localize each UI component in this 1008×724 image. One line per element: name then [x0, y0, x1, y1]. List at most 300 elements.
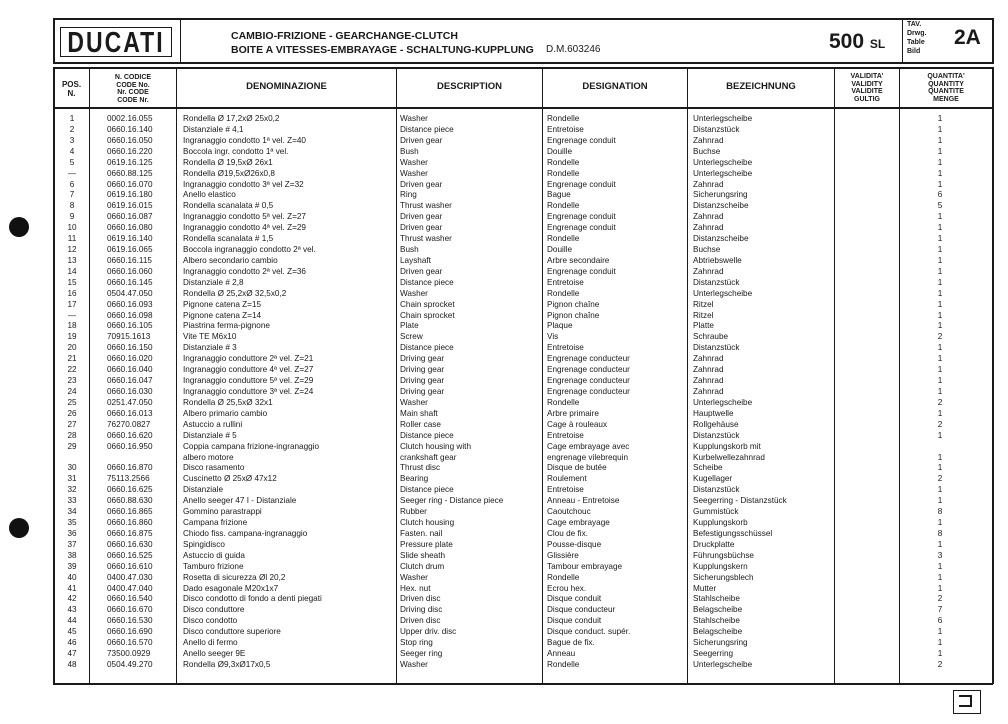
row-pos: 29 — [67, 441, 77, 451]
row-bezeichnung: Ritzel — [693, 310, 714, 320]
row-description: Driven gear — [400, 212, 443, 222]
row-pos: 23 — [67, 376, 77, 386]
row-quantity: 1 — [937, 245, 943, 255]
row-code: 0660.16.625 — [107, 485, 153, 495]
row-quantity: 1 — [937, 539, 943, 549]
row-denominazione: Rosetta di sicurezza Øl 20,2 — [183, 572, 286, 582]
table-row — [0, 474, 1008, 485]
row-denominazione: Ingranaggio condotto 2ª vel. Z=36 — [183, 266, 306, 276]
row-denominazione: Gommino parastrappi — [183, 507, 262, 517]
row-bezeichnung: Distanzstück — [693, 124, 740, 134]
row-designation: Engrenage conducteur — [547, 376, 630, 386]
row-description: Clutch drum — [400, 561, 445, 571]
table-header-rule — [53, 107, 993, 109]
row-pos: 43 — [67, 605, 77, 615]
row-bezeichnung: Zahnrad — [693, 179, 724, 189]
row-denominazione: Piastrina ferma-pignone — [183, 321, 270, 331]
table-row — [0, 420, 1008, 431]
row-quantity: 1 — [937, 518, 943, 528]
table-row — [0, 442, 1008, 453]
row-designation: Disque conduit — [547, 616, 602, 626]
row-denominazione: Dado esagonale M20x1x7 — [183, 583, 279, 593]
table-row — [0, 529, 1008, 540]
row-quantity: 1 — [937, 485, 943, 495]
row-bezeichnung: Zahnrad — [693, 135, 724, 145]
row-code: 0400.47.030 — [107, 572, 153, 582]
col-header-description: DESCRIPTION — [437, 81, 502, 92]
row-quantity: 1 — [937, 146, 943, 156]
row-bezeichnung: Kugellager — [693, 474, 733, 484]
row-denominazione: Pignone catena Z=14 — [183, 310, 262, 320]
row-bezeichnung: Kupplungskern — [693, 561, 748, 571]
row-bezeichnung: Distanzscheibe — [693, 234, 749, 244]
row-designation: Entretoise — [547, 485, 584, 495]
row-denominazione: Coppia campana frizione-ingranaggio — [183, 441, 320, 451]
table-row — [0, 605, 1008, 616]
row-code: 0660.16.540 — [107, 594, 153, 604]
row-denominazione: Astuccio a rullini — [183, 419, 243, 429]
table-row — [0, 245, 1008, 256]
row-denominazione: Ingranaggio conduttore 3ª vel. Z=24 — [183, 387, 314, 396]
row-description: Pressure plate — [400, 539, 453, 549]
table-row — [0, 365, 1008, 376]
table-row — [0, 431, 1008, 442]
row-quantity: 5 — [937, 201, 943, 211]
table-top-rule — [53, 67, 993, 69]
row-designation: Pignon chaîne — [547, 299, 600, 309]
row-quantity: 1 — [937, 266, 943, 276]
row-designation: Ecrou hex. — [547, 583, 587, 593]
row-code: 0660.16.610 — [107, 561, 153, 571]
row-denominazione: Disco condotto di fondo a denti piegati — [183, 594, 322, 604]
row-bezeichnung: Kupplungskorb — [693, 518, 748, 528]
drwg-label: Drwg. — [907, 30, 927, 37]
table-row — [0, 453, 1008, 464]
row-code: 0660.16.865 — [107, 507, 153, 517]
header-right-rule — [992, 18, 994, 64]
row-denominazione: Rondella Ø19,5xØ26x0,8 — [183, 168, 275, 178]
table-row — [0, 551, 1008, 562]
row-pos: 22 — [67, 365, 77, 375]
row-pos: 14 — [67, 266, 77, 276]
row-pos: 11 — [67, 234, 77, 244]
row-denominazione: Distanziale — [183, 485, 224, 495]
row-designation: Douille — [547, 146, 573, 156]
row-pos: 2 — [69, 124, 75, 134]
row-pos: 24 — [67, 387, 77, 396]
row-designation: Anneau — [547, 649, 576, 659]
row-code: 76270.0827 — [107, 419, 151, 429]
row-bezeichnung: Scheibe — [693, 463, 723, 473]
tav-label: TAV. — [907, 21, 922, 28]
row-quantity: 1 — [937, 179, 943, 189]
row-pos: 5 — [69, 157, 75, 167]
row-pos: 17 — [67, 299, 77, 309]
row-quantity: 1 — [937, 430, 943, 440]
row-pos: 36 — [67, 528, 77, 538]
row-quantity: 2 — [937, 474, 943, 484]
table-row — [0, 649, 1008, 660]
row-code: 75113.2566 — [107, 474, 150, 484]
row-denominazione: Ingranaggio condotto 3ª vel Z=32 — [183, 179, 304, 189]
row-bezeichnung: Sicherungsblech — [693, 572, 754, 582]
table-row — [0, 660, 1008, 671]
row-designation: Disque de butée — [547, 463, 607, 473]
row-designation: Roulement — [547, 474, 587, 484]
row-bezeichnung: Unterlegscheibe — [693, 397, 753, 407]
row-pos: 8 — [69, 201, 75, 211]
row-pos: 13 — [67, 255, 77, 265]
table-row — [0, 332, 1008, 343]
table-row — [0, 234, 1008, 245]
row-code: 0619.16.125 — [107, 157, 153, 167]
table-row — [0, 562, 1008, 573]
row-quantity: 1 — [937, 627, 943, 637]
row-denominazione: Ingranaggio conduttore 4ª vel. Z=27 — [183, 365, 314, 375]
row-code: 0660.16.870 — [107, 463, 153, 473]
row-bezeichnung: Stahlscheibe — [693, 594, 740, 604]
row-bezeichnung: Unterlegscheibe — [693, 157, 753, 167]
row-quantity: 1 — [937, 288, 943, 298]
row-designation: Rondelle — [547, 397, 580, 407]
col-header-bezeichnung: BEZEICHNUNG — [726, 81, 796, 92]
row-pos: 32 — [67, 485, 77, 495]
row-pos: 34 — [67, 507, 77, 517]
table-row — [0, 387, 1008, 398]
table-row — [0, 496, 1008, 507]
row-quantity: 1 — [937, 234, 943, 244]
row-bezeichnung: Belagscheibe — [693, 627, 743, 637]
row-denominazione: Ingranaggio condotto 5ª vel. Z=27 — [183, 212, 306, 222]
model-label — [829, 30, 885, 54]
row-code: 0660.88.630 — [107, 496, 153, 506]
row-description: Driven disc — [400, 616, 441, 626]
row-description: Ring — [400, 190, 417, 200]
row-code: 0660.16.525 — [107, 550, 153, 560]
table-row — [0, 158, 1008, 169]
row-code: 0619.16.140 — [107, 234, 153, 244]
row-bezeichnung: Sicherungsring — [693, 638, 748, 648]
row-denominazione: Ingranaggio condotto 1ª vel. Z=40 — [183, 135, 306, 145]
row-pos: 16 — [67, 288, 77, 298]
row-denominazione: Disco condotto — [183, 616, 238, 626]
row-code: 73500.0929 — [107, 649, 151, 659]
row-quantity: 2 — [937, 419, 943, 429]
row-bezeichnung: Belagscheibe — [693, 605, 743, 615]
row-designation: Engrenage conduit — [547, 266, 616, 276]
row-denominazione: Boccola ingranaggio condotto 2ª vel. — [183, 245, 316, 255]
row-designation: Entretoise — [547, 430, 584, 440]
row-pos: 21 — [67, 354, 77, 364]
row-designation: Engrenage conduit — [547, 212, 616, 222]
row-denominazione: Anello seeger 47 I - Distanziale — [183, 496, 297, 506]
row-pos: — — [67, 310, 77, 320]
row-description: Plate — [400, 321, 419, 331]
table-row — [0, 147, 1008, 158]
table-row — [0, 463, 1008, 474]
row-designation: Rondelle — [547, 168, 580, 178]
row-description: Chain sprocket — [400, 299, 455, 309]
table-row — [0, 594, 1008, 605]
table-row — [0, 409, 1008, 420]
row-designation: Arbre secondaire — [547, 255, 610, 265]
row-quantity: 1 — [937, 583, 943, 593]
row-code: 0660.16.070 — [107, 179, 153, 189]
row-designation: Glissière — [547, 550, 579, 560]
header-div-1 — [180, 18, 181, 64]
page-corner-icon — [953, 690, 981, 714]
row-denominazione: Rondella Ø9,3xØ17x0,5 — [183, 660, 271, 669]
table-row — [0, 256, 1008, 267]
row-code: 0619.16.015 — [107, 201, 153, 211]
row-bezeichnung: Distanzstück — [693, 343, 740, 353]
row-bezeichnung: Platte — [693, 321, 714, 331]
row-pos: 33 — [67, 496, 77, 506]
row-code: 0660.16.630 — [107, 539, 153, 549]
row-quantity: 2 — [937, 660, 943, 669]
row-code: 0660.16.150 — [107, 343, 153, 353]
row-description: Driven gear — [400, 266, 443, 276]
row-denominazione: Distanziale # 5 — [183, 430, 237, 440]
row-description: Bush — [400, 245, 419, 255]
row-quantity: 8 — [937, 528, 943, 538]
row-pos: 4 — [69, 146, 75, 156]
table-row — [0, 136, 1008, 147]
row-bezeichnung: Distanzstück — [693, 485, 740, 495]
row-quantity: 6 — [937, 190, 943, 200]
row-pos: 7 — [69, 190, 75, 200]
row-designation: Rondelle — [547, 114, 580, 123]
row-description: Driven gear — [400, 135, 443, 145]
table-row — [0, 169, 1008, 180]
row-quantity: 1 — [937, 387, 943, 396]
row-quantity: 1 — [937, 496, 943, 506]
row-description: Driven gear — [400, 179, 443, 189]
row-designation: Entretoise — [547, 277, 584, 287]
row-denominazione: Ingranaggio condotto 4ª vel. Z=29 — [183, 223, 306, 233]
row-bezeichnung: Stahlscheibe — [693, 616, 740, 626]
row-bezeichnung: Buchse — [693, 146, 721, 156]
row-designation: Bague — [547, 190, 571, 200]
row-pos: 1 — [69, 114, 75, 123]
row-designation: Disque conduct. supér. — [547, 627, 631, 637]
row-denominazione: Rondella Ø 25,2xØ 32,5x0,2 — [183, 288, 287, 298]
row-designation: Engrenage conduit — [547, 135, 616, 145]
row-denominazione: Vite TE M6x10 — [183, 332, 237, 342]
row-bezeichnung: Kupplungskorb mit — [693, 441, 761, 451]
row-quantity: 7 — [937, 605, 943, 615]
row-quantity: 1 — [937, 343, 943, 353]
row-denominazione: Distanziale # 4,1 — [183, 124, 244, 134]
table-row — [0, 321, 1008, 332]
table-row — [0, 278, 1008, 289]
row-description: Driven disc — [400, 594, 441, 604]
row-designation: Pignon chaîne — [547, 310, 600, 320]
table-row — [0, 638, 1008, 649]
row-description: Stop ring — [400, 638, 433, 648]
row-quantity: 1 — [937, 212, 943, 222]
row-designation: Anneau - Entretoise — [547, 496, 620, 506]
row-designation: Rondelle — [547, 157, 580, 167]
row-pos: 19 — [67, 332, 77, 342]
row-bezeichnung: Unterlegscheibe — [693, 114, 753, 123]
row-bezeichnung: Zahnrad — [693, 376, 724, 386]
row-denominazione: Astuccio di guida — [183, 550, 245, 560]
table-row — [0, 267, 1008, 278]
row-quantity: 1 — [937, 561, 943, 571]
logo-text: DUCATI — [67, 25, 165, 58]
table-row — [0, 507, 1008, 518]
row-pos: 3 — [69, 135, 75, 145]
table-bottom-rule — [53, 683, 993, 685]
table-row — [0, 201, 1008, 212]
row-quantity: 1 — [937, 376, 943, 386]
row-code: 0660.16.950 — [107, 441, 153, 451]
row-code: 0400.47.040 — [107, 583, 153, 593]
table-row — [0, 343, 1008, 354]
row-denominazione: Rondella scanalata # 1,5 — [183, 234, 274, 244]
row-quantity: 6 — [937, 616, 943, 626]
row-code: 0660.16.620 — [107, 430, 153, 440]
row-pos: 27 — [67, 419, 77, 429]
table-row — [0, 125, 1008, 136]
row-pos: 38 — [67, 550, 77, 560]
row-designation: Engrenage conducteur — [547, 354, 630, 364]
row-quantity: 1 — [937, 649, 943, 659]
row-bezeichnung: Seegerring - Distanzstück — [693, 496, 787, 506]
row-code: 0660.16.040 — [107, 365, 153, 375]
row-designation: Rondelle — [547, 201, 580, 211]
row-description: Washer — [400, 572, 428, 582]
row-denominazione: Ingranaggio conduttore 2ª vel. Z=21 — [183, 354, 314, 364]
row-denominazione: albero motore — [183, 452, 234, 462]
row-denominazione: Spingidisco — [183, 539, 225, 549]
row-code: 0660.16.030 — [107, 387, 153, 396]
row-bezeichnung: Zahnrad — [693, 266, 724, 276]
row-description: Washer — [400, 157, 428, 167]
row-denominazione: Rondella scanalata # 0,5 — [183, 201, 274, 211]
row-bezeichnung: Unterlegscheibe — [693, 660, 753, 669]
table-row — [0, 114, 1008, 125]
row-pos: 15 — [67, 277, 77, 287]
row-bezeichnung: Abtriebswelle — [693, 255, 742, 265]
row-quantity: 1 — [937, 408, 943, 418]
table-row — [0, 354, 1008, 365]
row-code: 0660.16.690 — [107, 627, 153, 637]
row-designation: Arbre primaire — [547, 408, 599, 418]
row-designation: Disque conducteur — [547, 605, 616, 615]
row-description: Seeger ring - Distance piece — [400, 496, 504, 506]
binder-hole-bottom — [9, 518, 29, 538]
table-row — [0, 540, 1008, 551]
table-labels — [907, 20, 926, 56]
row-code: 0504.49.270 — [107, 660, 153, 669]
col-header-pos: POS. N. — [61, 80, 82, 98]
row-description: Washer — [400, 288, 428, 298]
page-title-line1: CAMBIO-FRIZIONE - GEARCHANGE-CLUTCH — [231, 30, 458, 42]
row-bezeichnung: Distanzstück — [693, 430, 740, 440]
row-description: Hex. nut — [400, 583, 431, 593]
row-designation: Plaque — [547, 321, 573, 331]
row-designation: Cage embrayage avec — [547, 441, 630, 451]
row-quantity: 1 — [937, 255, 943, 265]
row-description: Distance piece — [400, 485, 454, 495]
row-denominazione: Campana frizione — [183, 518, 248, 528]
row-denominazione: Anello seeger 9E — [183, 649, 246, 659]
row-code: 0660.16.093 — [107, 299, 153, 309]
dm-number: D.M.603246 — [546, 44, 601, 55]
row-code: 0660.16.670 — [107, 605, 153, 615]
row-description: Driving disc — [400, 605, 443, 615]
row-description: crankshaft gear — [400, 452, 457, 462]
row-quantity: 2 — [937, 594, 943, 604]
row-designation: Rondelle — [547, 572, 580, 582]
row-description: Distance piece — [400, 277, 454, 287]
row-code: 0660.16.140 — [107, 124, 153, 134]
row-designation: Rondelle — [547, 288, 580, 298]
row-description: Thrust washer — [400, 234, 452, 244]
row-quantity: 1 — [937, 463, 943, 473]
row-pos: 37 — [67, 539, 77, 549]
row-code: 0251.47.050 — [107, 397, 153, 407]
table-row — [0, 223, 1008, 234]
row-bezeichnung: Zahnrad — [693, 212, 724, 222]
col-header-denominazione: DENOMINAZIONE — [246, 81, 327, 92]
row-code: 0660.16.860 — [107, 518, 153, 528]
row-bezeichnung: Kurbelwellezahnrad — [693, 452, 765, 462]
row-denominazione: Anello elastico — [183, 190, 236, 200]
row-description: Roller case — [400, 419, 441, 429]
row-quantity: 1 — [937, 114, 943, 123]
row-code: 0660.16.080 — [107, 223, 153, 233]
row-denominazione: Distanziale # 2,8 — [183, 277, 244, 287]
table-row — [0, 212, 1008, 223]
row-bezeichnung: Zahnrad — [693, 365, 724, 375]
row-code: 0504.47.050 — [107, 288, 153, 298]
row-quantity: 1 — [937, 310, 943, 320]
row-designation: Rondelle — [547, 660, 580, 669]
row-bezeichnung: Sicherungsring — [693, 190, 748, 200]
row-description: Driving gear — [400, 387, 445, 396]
row-bezeichnung: Zahnrad — [693, 354, 724, 364]
row-designation: Entretoise — [547, 124, 584, 134]
table-row — [0, 627, 1008, 638]
row-description: Thrust washer — [400, 201, 452, 211]
table-row — [0, 584, 1008, 595]
row-denominazione: Ingranaggio conduttore 5ª vel. Z=29 — [183, 376, 314, 386]
table-label: Table — [907, 39, 925, 46]
row-code: 0660.88.125 — [107, 168, 153, 178]
row-pos: 46 — [67, 638, 77, 648]
row-denominazione: Chiodo fiss. campana-ingranaggio — [183, 528, 308, 538]
row-description: Driving gear — [400, 365, 445, 375]
row-pos: 20 — [67, 343, 77, 353]
col-header-code: N. CODICE CODE No. Nr. CODE CODE Nr. — [114, 74, 152, 104]
row-code: 0660.16.098 — [107, 310, 153, 320]
row-pos: 30 — [67, 463, 77, 473]
table-row — [0, 398, 1008, 409]
row-denominazione: Boccola ingr. condotto 1ª vel. — [183, 146, 289, 156]
row-bezeichnung: Druckplatte — [693, 539, 735, 549]
row-denominazione: Anello di fermo — [183, 638, 238, 648]
row-quantity: 1 — [937, 157, 943, 167]
table-row — [0, 190, 1008, 201]
table-row — [0, 289, 1008, 300]
row-bezeichnung: Zahnrad — [693, 387, 724, 396]
row-description: Clutch housing — [400, 518, 455, 528]
row-pos: 12 — [67, 245, 77, 255]
row-pos: 41 — [67, 583, 77, 593]
